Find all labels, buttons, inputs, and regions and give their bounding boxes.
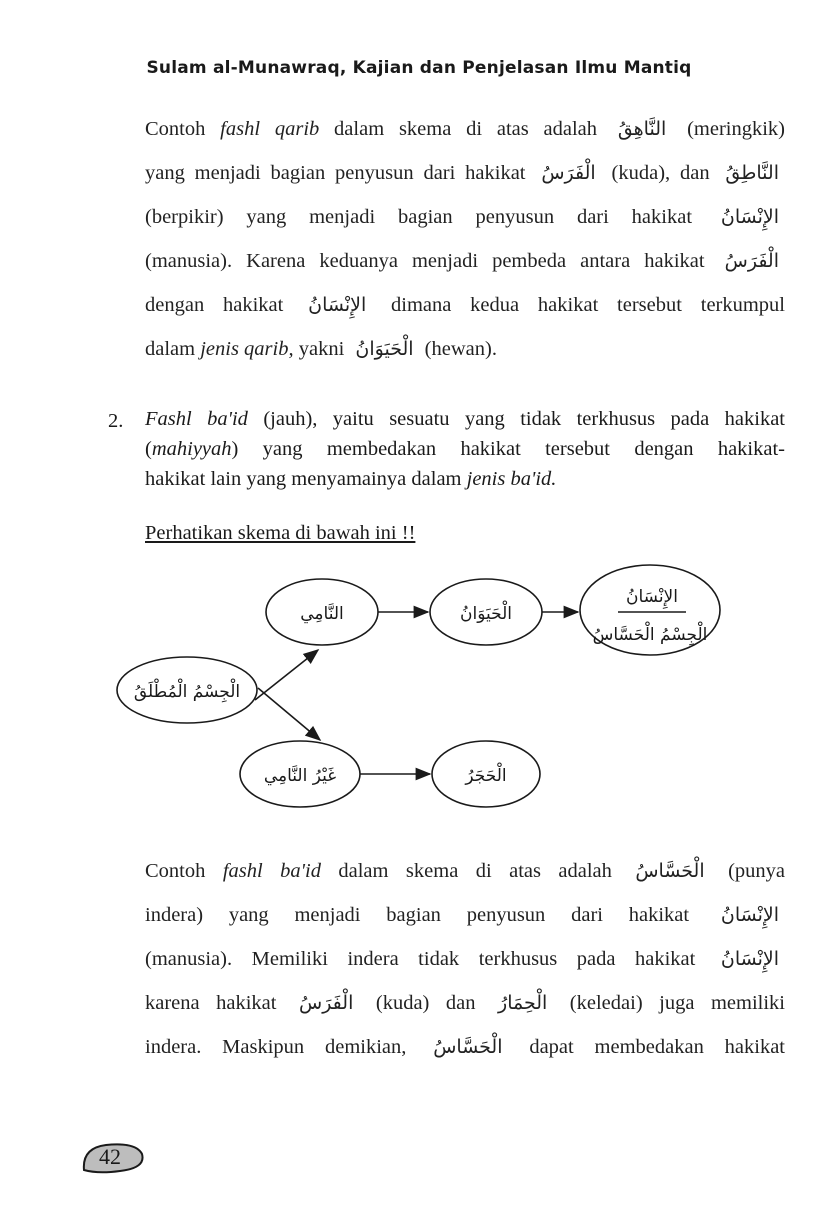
- text-line: Fashl ba'id (jauh), yaitu sesuatu yang tidak terkhusus pada hakikat: [145, 408, 785, 430]
- page-number: 42: [99, 1144, 121, 1169]
- node-hajar-label: الْحَجَرُ: [465, 766, 507, 786]
- node-insan-label: الإِنْسَانُ: [626, 587, 678, 607]
- text-line: indera) yang menjadi bagian penyusun dari hakikat الإِنْسَانُ: [145, 904, 779, 926]
- text-line: hakikat lain yang menyamainya dalam jenis ba'id.: [145, 468, 557, 490]
- text-line: Contoh fashl ba'id dalam skema di atas adalah الْحَسَّاسُ (punya: [145, 860, 785, 882]
- text-line: (manusia). Memiliki indera tidak terkhusus pada hakikat الإِنْسَانُ: [145, 948, 779, 970]
- arrow-root-ghayr-nami: [258, 688, 320, 740]
- list-number: 2.: [108, 410, 124, 432]
- text-line: indera. Maskipun demikian, الْحَسَّاسُ dapat membedakan hakikat: [145, 1036, 785, 1058]
- diagram-caption: Perhatikan skema di bawah ini !!: [145, 522, 416, 544]
- text-line: (berpikir) yang menjadi bagian penyusun dari hakikat الإِنْسَانُ: [145, 206, 779, 228]
- text-line: (mahiyyah) yang membedakan hakikat tersebut dengan hakikat-: [145, 438, 785, 460]
- text-line: dalam jenis qarib, yakni الْحَيَوَانُ (hewan).: [145, 338, 497, 360]
- node-jism-hassas-label: الْجِسْمُ الْحَسَّاسُ: [592, 625, 708, 645]
- paragraph-fashl-baid: [145, 860, 785, 1080]
- text-line: Contoh fashl qarib dalam skema di atas adalah النَّاهِقُ (meringkik): [145, 118, 785, 140]
- running-header: Sulam al-Munawraq, Kajian dan Penjelasan Ilmu Mantiq: [146, 58, 692, 78]
- node-nami-label: النَّامِي: [300, 604, 344, 624]
- text-line: dengan hakikat الإِنْسَانُ dimana kedua hakikat tersebut terkumpul: [145, 294, 786, 316]
- text-line: yang menjadi bagian penyusun dari hakikat الْفَرَسُ (kuda), dan النَّاطِقُ: [145, 162, 779, 184]
- node-hayawan-label: الْحَيَوَانُ: [460, 604, 512, 624]
- node-ghayr-nami-label: غَيْرُ النَّامِي: [263, 766, 337, 786]
- node-root-label: الْجِسْمُ الْمُطْلَقُ: [133, 682, 241, 702]
- text-line: karena hakikat الْفَرَسُ (kuda) dan الْحِمَارُ (keledai) juga memiliki: [145, 992, 785, 1014]
- text-line: (manusia). Karena keduanya menjadi pembeda antara hakikat الْفَرَسُ: [145, 250, 779, 272]
